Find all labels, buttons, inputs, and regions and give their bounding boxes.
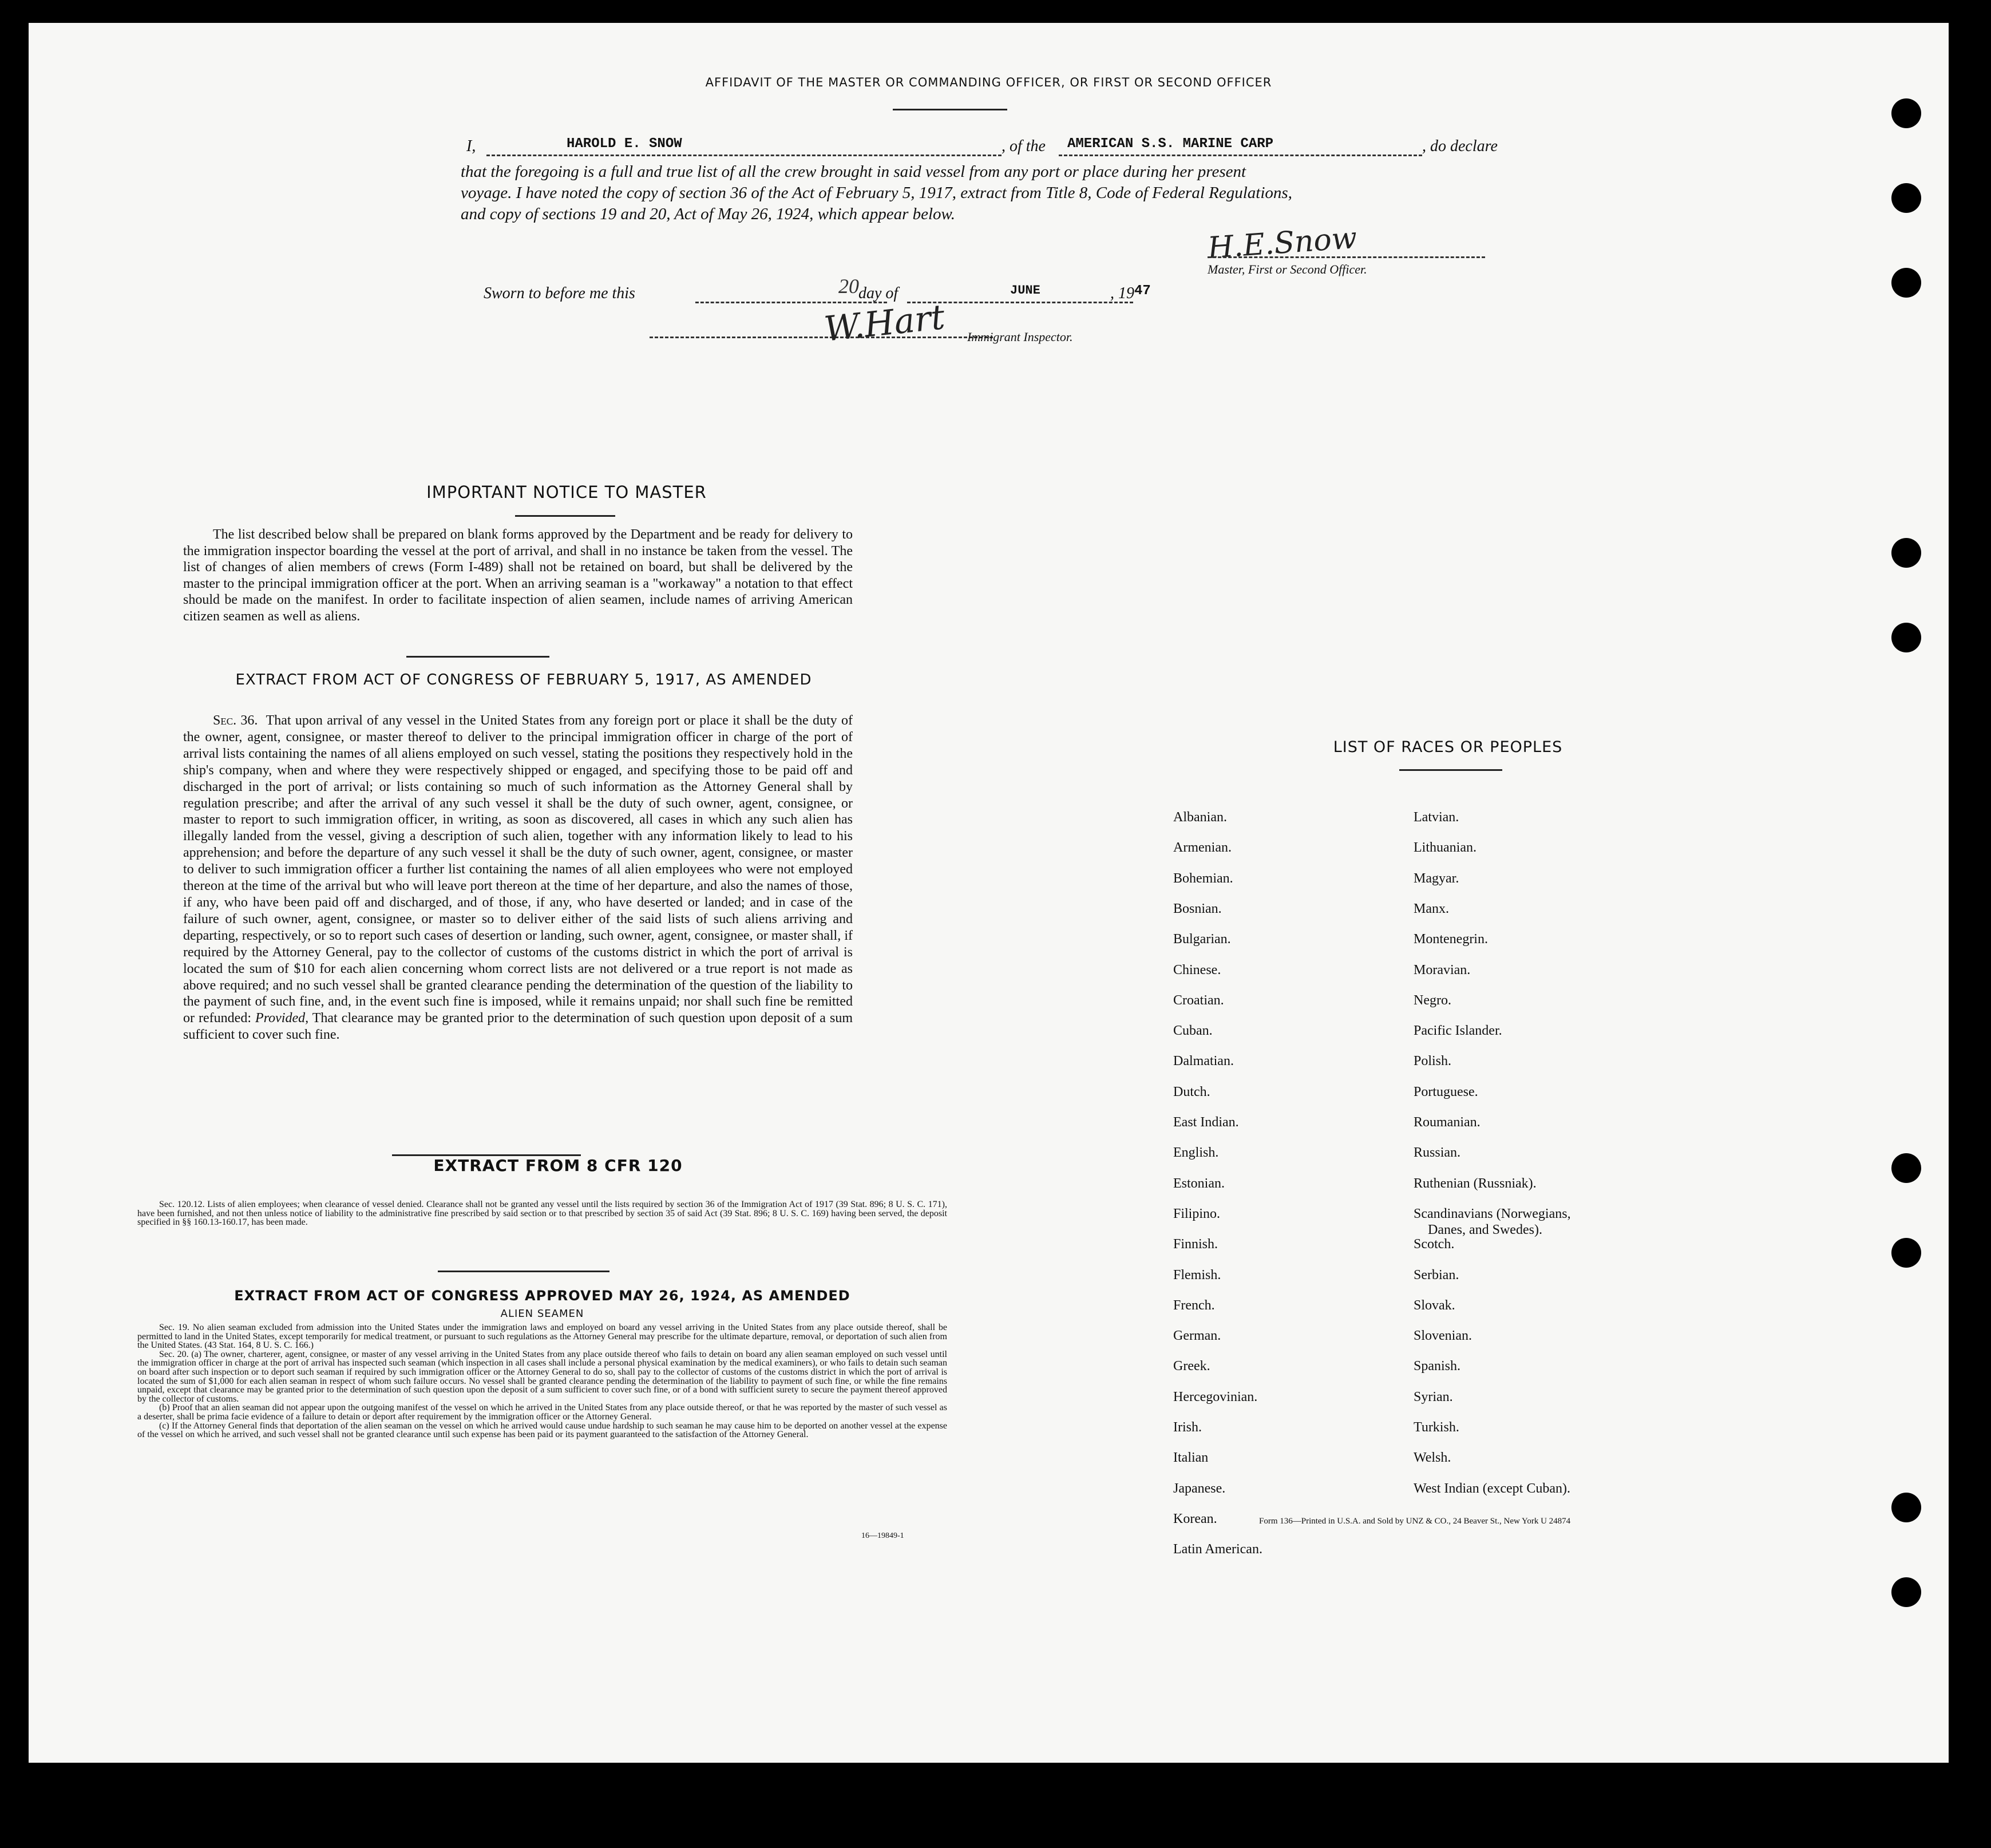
sworn-day: 20 — [838, 275, 859, 298]
provided-label: Provided, — [255, 1011, 309, 1026]
race-item: Polish. — [1414, 1054, 1452, 1069]
extract-1917-body — [183, 713, 853, 1043]
cfr-body: Sec. 120.12. Lists of alien employees; when clearance of vessel denied. Clearance shall not be granted any vessel until the lists required by section 36 of the Immigration Act of 1917 (39 Stat. 896; 8 U. S. C. 171), have been furnished, and not then unless notice of liability to the administrative fine prescribed by said section or to that prescribed by section 35 of said Act (39 Stat. 896; 8 U. S. C. 169) having been served, the deposit specified in §§ 160.13-160.17, has been made. — [137, 1200, 947, 1227]
affidavit-heading: AFFIDAVIT OF THE MASTER OR COMMANDING OFFICER, OR FIRST OR SECOND OFFICER — [705, 76, 1272, 89]
day-of-label: day of — [858, 284, 898, 302]
race-item: Bulgarian. — [1173, 932, 1231, 947]
form-printer-note: Form 136—Printed in U.S.A. and Sold by UNZ & CO., 24 Beaver St., New York U 24874 — [1259, 1517, 1571, 1526]
race-item: Dutch. — [1173, 1084, 1210, 1099]
vessel-field — [1059, 136, 1422, 156]
race-item: Bosnian. — [1173, 901, 1222, 916]
race-item: Serbian. — [1414, 1267, 1459, 1283]
race-item: Slovak. — [1414, 1297, 1455, 1313]
races-rule — [1399, 769, 1502, 771]
master-name: HAROLD E. SNOW — [567, 136, 682, 152]
binder-hole — [1891, 1493, 1921, 1522]
race-item: French. — [1173, 1297, 1215, 1313]
race-item: Welsh. — [1414, 1450, 1451, 1466]
race-item: Albanian. — [1173, 810, 1227, 825]
sec-19-text: Sec. 19. No alien seaman excluded from admission into the United States under the immigration laws and employed on board any vessel arriving in the United States from any place outside thereof, shall be permitted to land in the United States, except temporarily for medical treatment, or pursuant to such regulations as the Attorney General may prescribe for the ultimate departure, removal, or deportation of such alien from the United States. (43 Stat. 164, 8 U. S. C. 166.) — [137, 1323, 947, 1351]
affidavit-line-2: voyage. I have noted the copy of section 36 of the Act of February 5, 1917, extract from Title 8, Code of Federal Regulations, — [461, 184, 1292, 202]
race-item: Roumanian. — [1414, 1115, 1481, 1130]
sec-20c-text: (c) If the Attorney General finds that deportation of the alien seaman on the vessel on which he arrived would cause undue hardship to such seaman he may cause him to be deported on another vessel at the expense of the vessel on which he arrived, and such vessel shall not be granted clearance until such expense has been paid or its payment guaranteed to the satisfaction of the Attorney General. — [137, 1420, 947, 1440]
race-item: Scandinavians (Norwegians, — [1414, 1206, 1571, 1221]
race-item: Ruthenian (Russniak). — [1414, 1176, 1537, 1191]
races-title: LIST OF RACES OR PEOPLES — [1333, 738, 1563, 756]
race-item: Scotch. — [1414, 1237, 1455, 1252]
race-item: Syrian. — [1414, 1389, 1453, 1404]
race-item: Chinese. — [1173, 962, 1221, 978]
race-item: Estonian. — [1173, 1176, 1225, 1191]
heading-rule — [893, 109, 1007, 110]
race-item: Spanish. — [1414, 1359, 1461, 1374]
race-item: Bohemian. — [1173, 870, 1233, 886]
race-item: Portuguese. — [1414, 1084, 1478, 1099]
inspector-signature: W.Hart — [822, 297, 947, 350]
sec-20a-text: Sec. 20. (a) The owner, charterer, agent, consignee, or master of any vessel arriving in the United States from any place outside thereof who fails to detain on board any alien seaman employed on such vessel until the immigration officer in charge at the port of arrival has inspected such seaman (which inspection in all cases shall include a personal physical examination by the medical examiners), or who fails to detain such seaman on board after such inspection or to deport such seaman if required by such immigration officer or the Attorney General to do so, shall pay to the collector of customs of the customs district in which the port of arrival is located the sum of $1,000 for each alien seaman in respect of whom such failure occurs. No vessel shall be granted clearance pending the determination of the liability to payment of such fine, or while the fine remains unpaid, except that clearance may be granted prior to the determination of such question upon the deposit of a sum sufficient to cover such fine, or of a bond with sufficient surety to secure the payment thereof approved by the collector of customs. — [137, 1349, 947, 1404]
race-item: Japanese. — [1173, 1481, 1226, 1496]
race-item: East Indian. — [1173, 1115, 1239, 1130]
sworn-year: 47 — [1134, 283, 1151, 299]
vessel-name: AMERICAN S.S. MARINE CARP — [1067, 136, 1274, 152]
race-item: German. — [1173, 1328, 1221, 1344]
sec-36-text-end: That clearance may be granted prior to the determination of such question upon deposit of a sum sufficient to cover such fine. — [183, 1011, 853, 1043]
race-item: Croatian. — [1173, 992, 1224, 1008]
race-item: Latvian. — [1414, 810, 1459, 825]
extract-1924-body — [137, 1323, 947, 1439]
binder-hole — [1891, 1238, 1921, 1268]
i-label: I, — [466, 137, 476, 155]
binder-hole — [1891, 623, 1921, 652]
race-item: Korean. — [1173, 1511, 1217, 1526]
race-item: Cuban. — [1173, 1023, 1213, 1039]
race-item: Lithuanian. — [1414, 840, 1477, 856]
race-item: English. — [1173, 1145, 1219, 1161]
section-rule-3 — [438, 1271, 609, 1272]
race-item: Dalmatian. — [1173, 1054, 1234, 1069]
affidavit-body — [461, 161, 1292, 225]
race-item: Montenegrin. — [1414, 932, 1488, 947]
extract-1924-title: EXTRACT FROM ACT OF CONGRESS APPROVED MAY 26, 1924, AS AMENDED — [234, 1288, 850, 1304]
year-prefix: , 19 — [1110, 284, 1134, 302]
of-the-label: , of the — [1002, 137, 1046, 155]
binder-hole — [1891, 1153, 1921, 1183]
race-item: Armenian. — [1173, 840, 1232, 856]
binder-hole — [1891, 98, 1921, 128]
notice-body: The list described below shall be prepared on blank forms approved by the Department and be ready for delivery to the immigration inspector boarding the vessel at the port of arrival, and shall in no instance be taken from the vessel. The list of changes of alien members of crews (Form I-489) shall not be retained on board, but shall be delivered by the master to the principal immigration officer at the port. When an arriving seaman is a "workaway" a notation to that effect should be made on the manifest. In order to facilitate inspection of alien seamen, include names of arriving American citizen seamen as well as aliens. — [183, 527, 853, 624]
affidavit-line-3: and copy of sections 19 and 20, Act of May 26, 1924, which appear below. — [461, 205, 955, 223]
alien-seamen-subtitle: ALIEN SEAMEN — [500, 1308, 584, 1320]
race-item: Hercegovinian. — [1173, 1389, 1258, 1404]
binder-hole — [1891, 1577, 1921, 1607]
name-field — [486, 136, 1002, 156]
notice-title: IMPORTANT NOTICE TO MASTER — [426, 482, 707, 502]
signature-line — [1208, 252, 1485, 258]
section-rule-1 — [406, 656, 549, 658]
sec-20b-text: (b) Proof that an alien seaman did not appear upon the outgoing manifest of the vessel on which he arrived in the United States from any place outside thereof, or that he was reported by the master of such vessel as a deserter, shall be prima facie evidence of a failure to detain or deport after requirement by the immigration officer or the Attorney General. — [137, 1403, 947, 1422]
race-item: Slovenian. — [1414, 1328, 1472, 1344]
race-item: Turkish. — [1414, 1420, 1459, 1435]
extract-1917-title: EXTRACT FROM ACT OF CONGRESS OF FEBRUARY 5, 1917, AS AMENDED — [235, 671, 812, 688]
race-item: Irish. — [1173, 1420, 1202, 1435]
binder-hole — [1891, 538, 1921, 568]
race-item: Russian. — [1414, 1145, 1461, 1161]
sworn-label: Sworn to before me this — [484, 284, 635, 302]
race-item: Flemish. — [1173, 1267, 1221, 1283]
race-item: Finnish. — [1173, 1237, 1218, 1252]
race-item: Greek. — [1173, 1359, 1210, 1374]
race-item: Manx. — [1414, 901, 1449, 916]
race-item: Filipino. — [1173, 1206, 1221, 1221]
sec-36-label: Sec. 36. — [213, 713, 258, 728]
document-page — [29, 23, 1949, 1763]
master-signature: H.E.Snow — [1206, 220, 1359, 266]
sworn-month: JUNE — [1010, 283, 1040, 298]
binder-hole — [1891, 268, 1921, 298]
race-item: West Indian (except Cuban). — [1414, 1481, 1570, 1496]
race-item: Magyar. — [1414, 870, 1459, 886]
affidavit-line-1: that the foregoing is a full and true list of all the crew brought in said vessel from any port or place during her present — [461, 163, 1246, 181]
form-code: 16—19849-1 — [861, 1532, 904, 1540]
sec-36-text: That upon arrival of any vessel in the United States from any foreign port or place it shall be the duty of the owner, agent, consignee, or master thereof to deliver to the principal immigration officer in charge of the port of arrival lists containing the names of all aliens employed on such vessel, stating the positions they respectively hold in the ship's company, when and where they were respectively shipped or engaged, and specifying those to be paid off and discharged in the port of arrival; or lists containing so much of such information as the Attorney General shall by regulation prescribe; and after the arrival of any such vessel it shall be the duty of such owner, agent, consignee, or master to report to such immigration officer, in writing, as soon as discovered, all cases in which any such alien has illegally landed from the vessel, giving a description of such alien, together with any information likely to lead to his apprehension; and before the departure of any such vessel it shall be the duty of such owner, agent, consignee, or master to deliver to such immigration officer a further list containing the names of all alien employees who were not employed thereon at the time of the arrival but who will leave port thereon at the time of her departure, and also the names of those, if any, who have been paid off and discharged, and of those, if any, who have deserted or landed; and in case of the failure of such owner, agent, consignee, or master so to deliver either of the said lists of such aliens arriving and departing, respectively, or so to report such cases of desertion or landing, such owner, agent, consignee, or master shall, if required by the Attorney General, pay to the collector of customs of the customs district in which the port of arrival is located the sum of $10 for each alien concerning whom correct lists are not delivered or a true report is not made as above required; and no such vessel shall be granted clearance pending the determination of the question of the liability to the payment of such fine, and, in the event such fine is imposed, while it remains unpaid; nor shall such fine be remitted or refunded: — [183, 713, 853, 1026]
race-item: Negro. — [1414, 992, 1451, 1008]
binder-hole — [1891, 183, 1921, 213]
inspector-caption: Immigrant Inspector. — [967, 330, 1073, 344]
race-item: Danes, and Swedes). — [1428, 1222, 1542, 1237]
race-item: Pacific Islander. — [1414, 1023, 1502, 1039]
race-item: Latin American. — [1173, 1542, 1262, 1557]
race-item: Moravian. — [1414, 962, 1471, 978]
do-declare-label: , do declare — [1422, 137, 1498, 155]
cfr-title: EXTRACT FROM 8 CFR 120 — [433, 1156, 683, 1175]
master-caption: Master, First or Second Officer. — [1208, 262, 1367, 276]
race-item: Italian — [1173, 1450, 1209, 1466]
notice-rule — [515, 515, 615, 517]
